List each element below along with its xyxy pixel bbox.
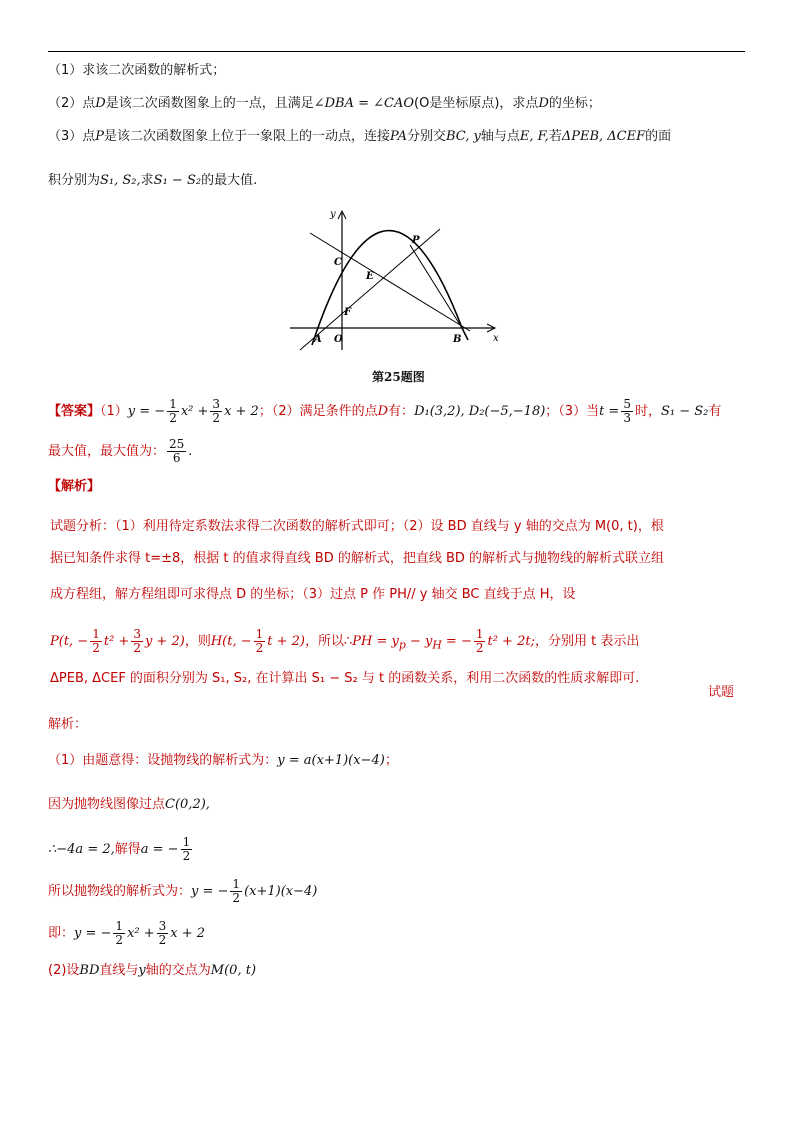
label-f: F — [344, 307, 352, 318]
analysis-tag: 【解析】 — [48, 479, 101, 494]
label-y: y — [330, 209, 336, 220]
solution-step-6: (2)设BD直线与y轴的交点为M(0, t) — [48, 963, 257, 978]
label-a: A — [314, 334, 322, 345]
analysis-line-3: 成方程组，解方程组即可求得点 D 的坐标；（3）过点 P 作 PH// y 轴交 BC 直线于点 H，设 — [50, 587, 576, 602]
line-pb — [410, 245, 462, 328]
header-rule — [48, 51, 745, 52]
analysis-line-5-tail: 试题 — [708, 685, 735, 700]
label-o: O — [334, 334, 343, 345]
line-bc — [310, 233, 470, 331]
solution-step-1: （1）由题意得：设抛物线的解析式为：y = a(x+1)(x−4)； — [48, 753, 398, 768]
label-b: B — [453, 334, 462, 345]
label-x: x — [493, 333, 499, 344]
solution-step-3: ∴−4a = 2,解得a = − $\frac{1}{2}$ — [48, 835, 191, 863]
analysis-line-4: P(t, − $\frac{1}{2}$ t² + $\frac{3}{2}$ y + 2)，则H(t, − $\frac{1}{2}$ t + 2)，所以∴PH = $y_p - y_H$ = − $\frac{1}{2}$ t² + 2t;，分别用 t 表示出 — [50, 627, 640, 655]
solution-step-2: 因为抛物线图像过点C(0,2), — [48, 797, 210, 812]
question-1: （1）求该二次函数的解析式； — [48, 63, 226, 78]
analysis-line-6: 解析： — [48, 717, 88, 732]
label-e: E — [366, 271, 374, 282]
label-p: P — [412, 235, 420, 246]
parabola-figure — [290, 205, 502, 355]
analysis-line-2: 据已知条件求得 t=±8，根据 t 的值求得直线 BD 的解析式，把直线 BD 的解析式与抛物线的解析式联立组 — [50, 551, 665, 566]
answer-line-1: 【答案】（1）y = − $\frac{1}{2}$ x² + $\frac{3}{2}$ x + 2；（2）满足条件的点D有：D₁(3,2), D₂(−5,−18)；（3）当t = $\frac{5}{3}$ 时，S₁ − S₂有 — [48, 397, 722, 425]
question-3-cont: 积分别为S₁, S₂,求S₁ − S₂的最大值. — [48, 173, 258, 188]
solution-step-5: 即：y = − $\frac{1}{2}$ x² + $\frac{3}{2}$ x + 2 — [48, 919, 206, 947]
line-pa — [300, 229, 440, 350]
question-2: （2）点D是该二次函数图象上的一点，且满足∠DBA = ∠CAO(O是坐标原点)，求点D的坐标； — [48, 96, 601, 111]
answer-line-2: 最大值，最大值为： $\frac{25}{6}$ . — [48, 437, 193, 465]
analysis-line-1: 试题分析：（1）利用待定系数法求得二次函数的解析式即可；（2）设 BD 直线与 y 轴的交点为 M(0, t)，根 — [50, 519, 664, 534]
label-c: C — [334, 257, 342, 268]
question-3: （3）点P是该二次函数图象上位于一象限上的一动点，连接PA分别交BC, y轴与点E, F,若ΔPEB, ΔCEF的面 — [48, 129, 672, 144]
analysis-line-5: ΔPEB, ΔCEF 的面积分别为 S₁, S₂, 在计算出 S₁ − S₂ 与 t 的函数关系，利用二次函数的性质求解即可. — [50, 671, 640, 686]
figure-caption: 第25题图 — [372, 370, 425, 384]
solution-step-4: 所以抛物线的解析式为：y = − $\frac{1}{2}$ (x+1)(x−4) — [48, 877, 318, 905]
